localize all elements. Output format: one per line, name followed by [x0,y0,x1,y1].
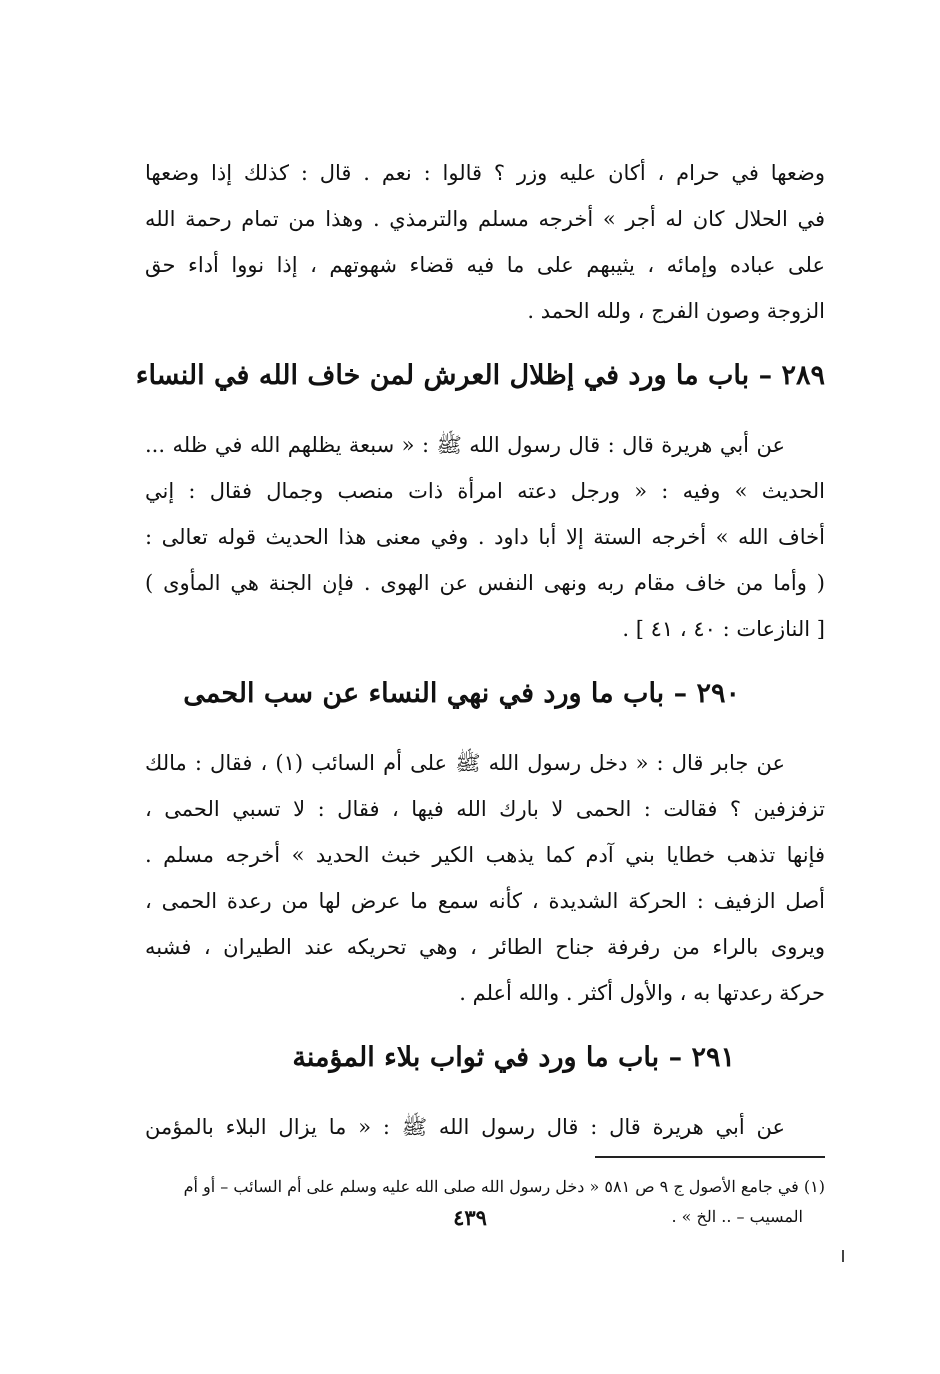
text-line: ويروى بالراء من رفرفة جناح الطائر ، وهي تحريكه عند الطيران ، فشبه [145,935,825,959]
page-number: ٤٣٩ [453,1205,487,1230]
footnote-divider [595,1156,825,1158]
text-line: أصل الزفيف : الحركة الشديدة ، كأنه سمع ما عرض لها من رعدة الحمى ، [145,889,825,913]
text-line: الحديث » وفيه : « ورجل دعته امرأة ذات منصب وجمال فقال : إني [145,479,825,503]
text-line: ( وأما من خاف مقام ربه ونهى النفس عن الهوى . فإن الجنة هي المأوى ) [145,571,825,595]
footnote-line: المسيب – .. الخ » . [671,1207,803,1226]
footnote-line: (١) في جامع الأصول ج ٩ ص ٥٨١ « دخل رسول الله صلى الله عليه وسلم على أم السائب – أو أم [183,1177,825,1196]
section-290-paragraph [145,740,825,1016]
text-line: تزفزفين ؟ فقالت : الحمى لا بارك الله فيها ، فقال : لا تسبي الحمى ، [145,797,825,821]
section-heading-291: ٢٩١ – باب ما ورد في ثواب بلاء المؤمنة [292,1042,735,1073]
text-line: في الحلال كان له أجر » أخرجه مسلم والترمذي . وهذا من تمام رحمة الله [145,207,825,231]
text-line: عن أبي هريرة قال : قال رسول الله ﷺ : « سبعة يظلهم الله في ظله ... [145,433,785,457]
section-heading-290: ٢٩٠ – باب ما ورد في نهي النساء عن سب الحمى [183,678,740,709]
section-heading-289: ٢٨٩ – باب ما ورد في إظلال العرش لمن خاف الله في النساء [135,360,825,391]
text-line: عن أبي هريرة قال : قال رسول الله ﷺ : « ما يزال البلاء بالمؤمن [145,1115,785,1139]
text-line: أخاف الله » أخرجه الستة إلا أبا داود . وفي معنى هذا الحديث قوله تعالى : [145,525,825,549]
text-line: حركة رعدتها به ، والأول أكثر . والله أعلم . [459,981,825,1005]
text-line: الزوجة وصون الفرج ، ولله الحمد . [527,299,825,323]
text-line: فإنها تذهب خطايا بني آدم كما يذهب الكير خبث الحديد » أخرجه مسلم . [145,843,825,867]
intro-paragraph [145,150,825,334]
section-291-paragraph [145,1104,825,1150]
scan-speck [842,1250,844,1262]
book-page [135,150,825,1232]
text-line: عن جابر قال : « دخل رسول الله ﷺ على أم السائب (١) ، فقال : مالك [145,751,785,775]
text-line: وضعها في حرام ، أكان عليه وزر ؟ قالوا : نعم . قال : كذلك إذا وضعها [145,161,825,185]
section-289-paragraph [145,422,825,652]
text-line: [ النازعات : ٤٠ ، ٤١ ] . [622,617,825,641]
text-line: على عباده وإمائه ، يثيبهم على ما فيه قضاء شهوتهم ، إذا نووا أداء حق [145,253,825,277]
